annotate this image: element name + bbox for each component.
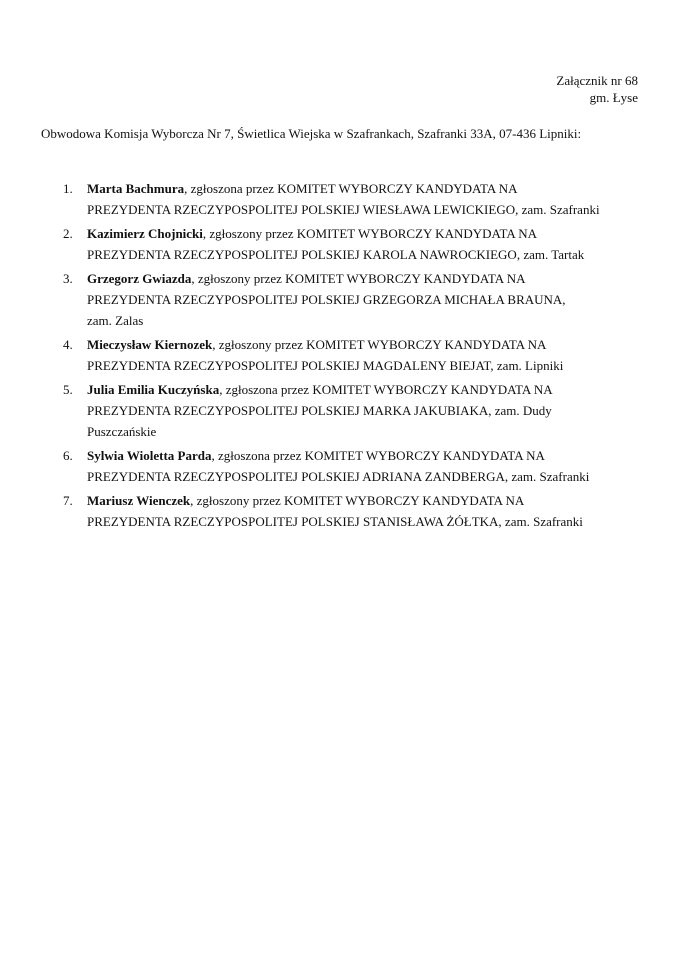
member-committee-start: , zgłoszona przez KOMITET WYBORCZY KANDYDATA NA [219, 382, 553, 397]
member-name: Kazimierz Chojnicki [87, 226, 203, 241]
member-continuation-line: PREZYDENTA RZECZYPOSPOLITEJ POLSKIEJ MAGDALENY BIEJAT, zam. Lipniki [87, 358, 564, 373]
member-committee-start: , zgłoszony przez KOMITET WYBORCZY KANDYDATA NA [191, 271, 526, 286]
member-first-line [87, 490, 641, 511]
member-continuation-line: PREZYDENTA RZECZYPOSPOLITEJ POLSKIEJ KAROLA NAWROCKIEGO, zam. Tartak [87, 247, 585, 262]
member-first-line [87, 268, 641, 289]
member-item [41, 268, 641, 331]
member-number: 3. [63, 271, 73, 286]
member-item [41, 334, 641, 376]
member-number: 6. [63, 448, 73, 463]
member-name: Mariusz Wienczek [87, 493, 191, 508]
member-item [41, 379, 641, 442]
member-committee-start: , zgłoszony przez KOMITET WYBORCZY KANDYDATA NA [190, 493, 525, 508]
member-continuation-line: PREZYDENTA RZECZYPOSPOLITEJ POLSKIEJ GRZEGORZA MICHAŁA BRAUNA, [87, 292, 566, 307]
member-name: Grzegorz Gwiazda [87, 271, 192, 286]
member-continuation-line: Puszczańskie [87, 424, 157, 439]
member-item [41, 490, 641, 532]
member-continuation-line: PREZYDENTA RZECZYPOSPOLITEJ POLSKIEJ WIESŁAWA LEWICKIEGO, zam. Szafranki [87, 202, 600, 217]
member-committee-start: , zgłoszona przez KOMITET WYBORCZY KANDYDATA NA [211, 448, 545, 463]
member-item [41, 223, 641, 265]
member-name: Mieczysław Kiernozek [87, 337, 213, 352]
member-continuation-line: PREZYDENTA RZECZYPOSPOLITEJ POLSKIEJ ADRIANA ZANDBERGA, zam. Szafranki [87, 469, 590, 484]
member-committee-start: , zgłoszony przez KOMITET WYBORCZY KANDYDATA NA [202, 226, 538, 241]
member-item [41, 178, 641, 220]
member-first-line [87, 178, 641, 199]
member-number: 1. [63, 181, 73, 196]
member-name: Julia Emilia Kuczyńska [87, 382, 220, 397]
member-number: 4. [63, 337, 73, 352]
annex-number: Załącznik nr 68 [556, 73, 638, 88]
commission-heading: Obwodowa Komisja Wyborcza Nr 7, Świetlica Wiejska w Szafrankach, Szafranki 33A, 07-436 Lipniki: [41, 126, 582, 141]
member-committee-start: , zgłoszony przez KOMITET WYBORCZY KANDYDATA NA [212, 337, 547, 352]
member-name: Marta Bachmura [87, 181, 185, 196]
annex-header [556, 72, 638, 106]
member-first-line [87, 379, 641, 400]
member-item [41, 445, 641, 487]
member-committee-start: , zgłoszona przez KOMITET WYBORCZY KANDYDATA NA [184, 181, 518, 196]
member-number: 2. [63, 226, 73, 241]
member-number: 7. [63, 493, 73, 508]
member-first-line [87, 223, 641, 244]
annex-municipality: gm. Łyse [589, 90, 638, 105]
member-continuation-line: PREZYDENTA RZECZYPOSPOLITEJ POLSKIEJ MARKA JAKUBIAKA, zam. Dudy [87, 403, 552, 418]
member-first-line [87, 445, 641, 466]
member-continuation-line: PREZYDENTA RZECZYPOSPOLITEJ POLSKIEJ STANISŁAWA ŻÓŁTKA, zam. Szafranki [87, 514, 583, 529]
members-list [41, 178, 641, 535]
member-number: 5. [63, 382, 73, 397]
member-first-line [87, 334, 641, 355]
member-name: Sylwia Wioletta Parda [87, 448, 212, 463]
member-continuation-line: zam. Zalas [87, 313, 144, 328]
